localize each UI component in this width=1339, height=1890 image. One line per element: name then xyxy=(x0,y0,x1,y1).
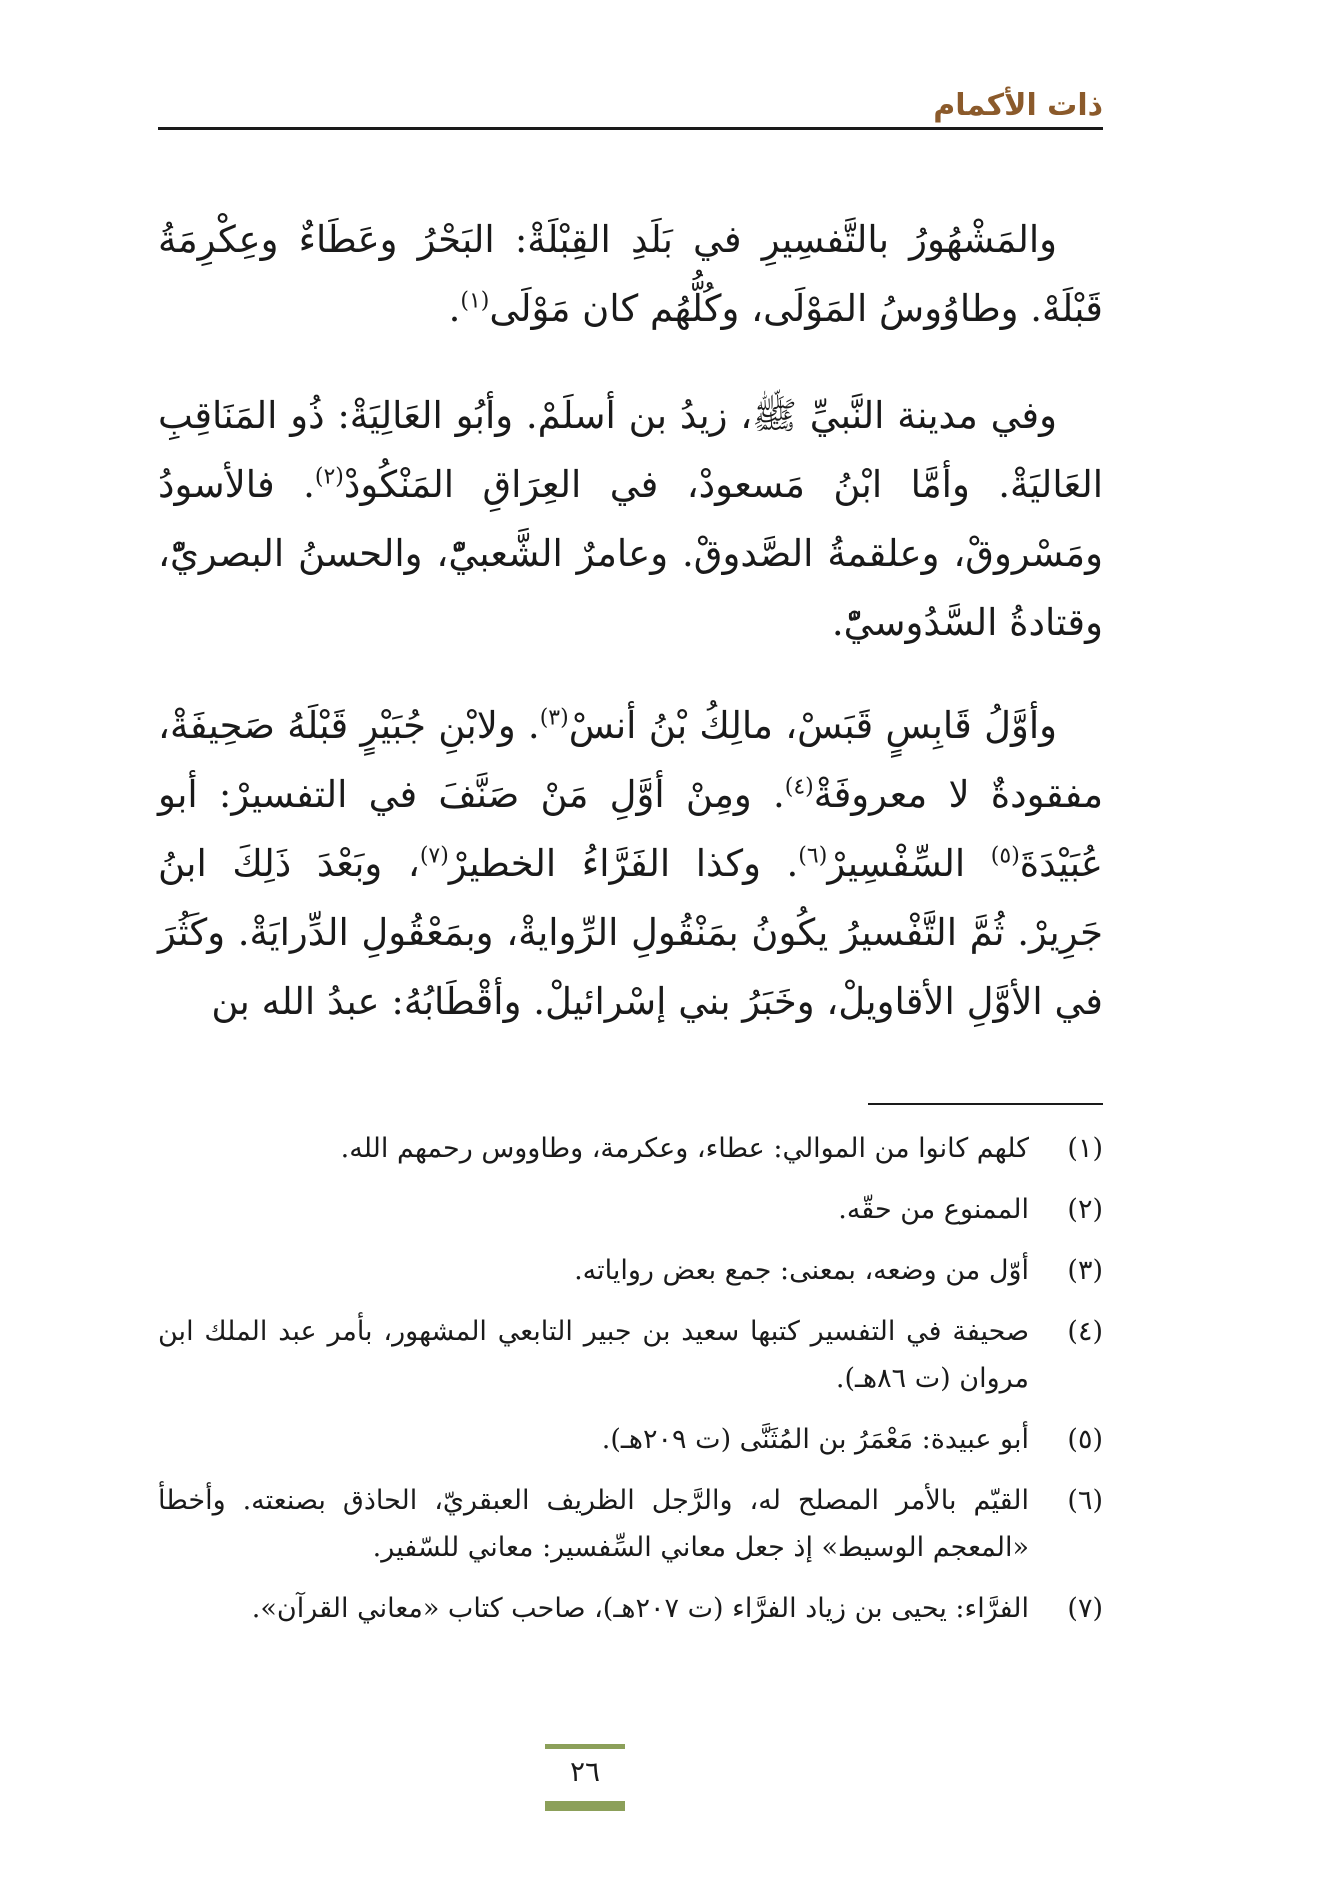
footnote-number: (٤) xyxy=(1067,1316,1103,1347)
footnote-number: (٢) xyxy=(1067,1194,1103,1225)
header-rule xyxy=(158,127,1103,130)
footnote-text: القيّم بالأمر المصلح له، والرَّجل الظريف العبقريّ، الحاذق بصنعته. وأخطأ «المعجم الوسيط» إذ جعل معاني السِّفسير: معاني للسّفير. xyxy=(158,1485,1029,1563)
footnote-separator xyxy=(868,1103,1103,1105)
paragraph-1 xyxy=(158,205,1103,343)
paragraph-2-end: . فالأسودُ ومَسْروقْ، وعلقمةُ الصَّدوقْ. وعامرٌ الشَّعبيّْ، والحسنُ البصريّْ، وقتادةُ السَّدُوسيّْ. xyxy=(158,463,1103,644)
footnote-text: أبو عبيدة: مَعْمَرُ بن المُثَنَّى (ت ٢٠٩هـ). xyxy=(601,1424,1029,1455)
footnote-ref-4: (٤) xyxy=(784,774,814,800)
footnote-6 xyxy=(158,1477,1103,1571)
footnote-ref-7: (٧) xyxy=(419,843,449,869)
footnote-number: (١) xyxy=(1067,1133,1103,1164)
paragraph-3-part-2: . ولابْنِ جُبَيْرٍ قَبْلَهُ صَحِيفَةْ، مفقودةٌ لا معروفَةْ xyxy=(158,704,1104,816)
footnote-text: أوّل من وضعه، بمعنى: جمع بعض رواياته. xyxy=(574,1255,1029,1286)
footnote-2 xyxy=(158,1186,1103,1233)
paragraph-3-text: وأوَّلُ قَابِسٍ قَبَسْ، مالِكُ بْنُ أنسْ xyxy=(568,704,1057,747)
running-header xyxy=(158,86,1103,130)
footnote-text: الفرَّاء: يحيى بن زياد الفرَّاء (ت ٢٠٧هـ)، صاحب كتاب «معاني القرآن». xyxy=(251,1593,1029,1624)
main-text xyxy=(158,205,1103,1074)
footnote-text: الممنوع من حقّه. xyxy=(838,1194,1029,1225)
paragraph-1-end: . xyxy=(448,287,461,330)
header-title: ذات الأكمام xyxy=(933,88,1103,123)
footnote-ref-6: (٦) xyxy=(798,843,828,869)
paragraph-3 xyxy=(158,691,1103,1036)
footnote-number: (٣) xyxy=(1067,1255,1103,1286)
page-number: ٢٦ xyxy=(569,1755,601,1788)
footnote-ref-3: (٣) xyxy=(539,705,569,731)
footnote-3 xyxy=(158,1247,1103,1294)
footnote-text: كلهم كانوا من الموالي: عطاء، وعكرمة، وطاووس رحمهم الله. xyxy=(340,1133,1029,1164)
footnote-ref-5: (٥) xyxy=(990,843,1020,869)
paragraph-3-part-3: . ومِنْ أوَّلِ مَنْ صَنَّفَ في التفسيرْ: أبو عُبَيْدَةَ xyxy=(158,773,1103,885)
footnote-number: (٧) xyxy=(1067,1593,1103,1624)
paragraph-2-text: وفي مدينة النَّبيِّ ﷺ، زيدُ بن أسلَمْ. وأبُو العَالِيَةْ: ذُو المَنَاقِبِ العَاليَةْ. وأمَّا ابْنُ مَسعودْ، في العِرَاقِ المَنْكُودْ xyxy=(158,394,1103,506)
footnote-4 xyxy=(158,1308,1103,1402)
page-number-bottom-bar xyxy=(545,1801,625,1811)
paragraph-2 xyxy=(158,381,1103,657)
footnotes xyxy=(158,1125,1103,1646)
paragraph-3-part-4: السِّفْسِيرْ xyxy=(827,842,991,885)
footnote-number: (٥) xyxy=(1067,1424,1103,1455)
paragraph-1-text: والمَشْهُورُ بالتَّفسِيرِ في بَلَدِ القِبْلَةْ: البَحْرُ وعَطَاءٌ وعِكْرِمَةُ قَبْلَهْ. وطاوُوسُ المَوْلَى، وكُلُّهُم كان مَوْلَى xyxy=(158,218,1103,330)
page-number-top-bar xyxy=(545,1744,625,1749)
paragraph-3-end: ، وبَعْدَ ذَلِكَ ابنُ جَرِيرْ. ثُمَّ التَّفْسيرُ يكُونُ بمَنْقُولِ الرِّوايةْ، وبمَعْقُولِ الدِّرايَةْ. وكَثُرَ في الأوَّلِ الأقاويلْ، وخَبَرُ بني إسْرائيلْ. وأقْطَابُهُ: عبدُ الله بن xyxy=(158,842,1103,1023)
paragraph-3-part-5: . وكذا الفَرَّاءُ الخطيرْ xyxy=(448,842,799,885)
footnote-ref-1: (١) xyxy=(460,288,490,314)
footnote-1 xyxy=(158,1125,1103,1172)
footnote-5 xyxy=(158,1416,1103,1463)
footnote-ref-2: (٢) xyxy=(314,464,344,490)
footnote-text: صحيفة في التفسير كتبها سعيد بن جبير التابعي المشهور، بأمر عبد الملك ابن مروان (ت ٨٦هـ). xyxy=(158,1316,1029,1394)
footnote-number: (٦) xyxy=(1067,1485,1103,1516)
footnote-7 xyxy=(158,1585,1103,1632)
